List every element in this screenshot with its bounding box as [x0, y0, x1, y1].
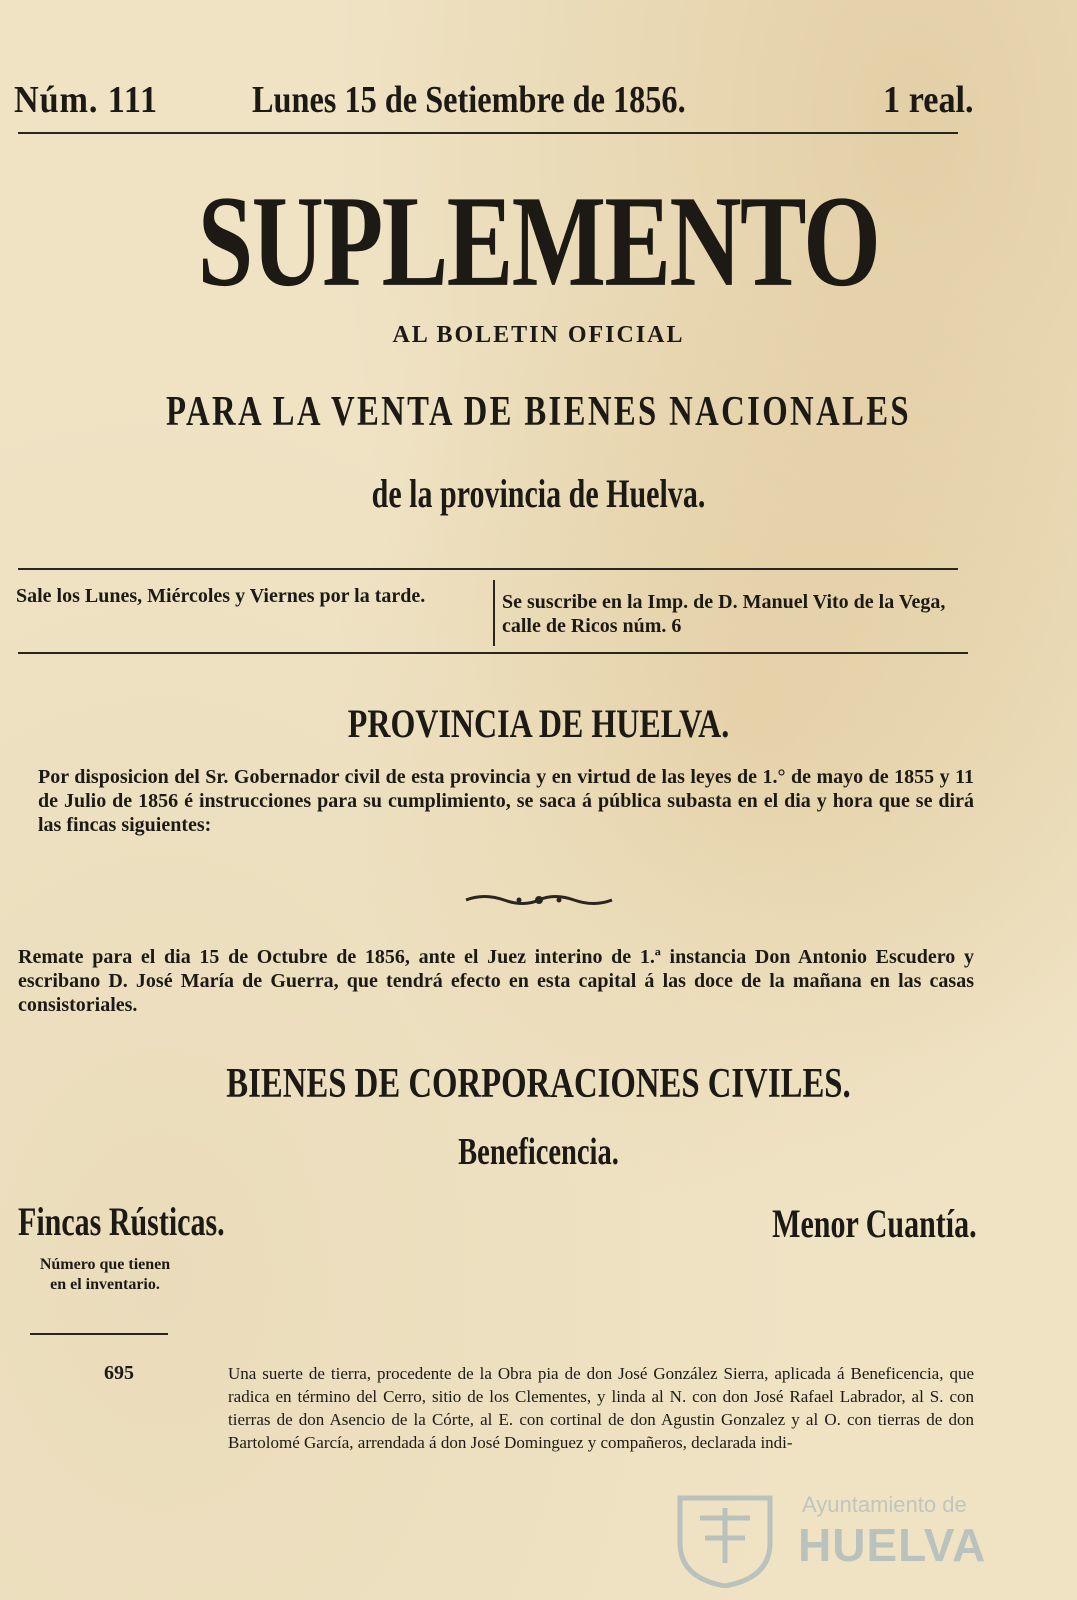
- watermark-line1: Ayuntamiento de: [802, 1492, 967, 1517]
- issue-date: Lunes 15 de Setiembre de 1856.: [252, 79, 686, 121]
- coat-of-arms-icon: [670, 1488, 780, 1588]
- page-title: SUPLEMENTO: [197, 168, 880, 314]
- issue-price: 1 real.: [883, 79, 974, 121]
- masthead-rule: [18, 132, 958, 134]
- beneficencia-heading: Beneficencia.: [458, 1131, 619, 1173]
- ornament-icon: [464, 893, 614, 907]
- info-top-rule: [18, 568, 958, 570]
- watermark: [670, 1488, 1000, 1588]
- column-rule: [30, 1333, 168, 1335]
- subscription-info: Se suscribe en la Imp. de D. Manuel Vito de la Vega, calle de Ricos núm. 6: [502, 591, 946, 637]
- info-bottom-rule: [18, 652, 968, 654]
- entry-number: 695: [104, 1362, 134, 1384]
- subtitle-venta: PARA LA VENTA DE BIENES NACIONALES: [166, 389, 911, 435]
- section-heading: PROVINCIA DE HUELVA.: [347, 701, 730, 746]
- watermark-line2: HUELVA: [798, 1519, 987, 1571]
- masthead: [14, 78, 974, 128]
- bienes-heading: BIENES DE CORPORACIONES CIVILES.: [226, 1061, 851, 1107]
- menor-cuantia-heading: Menor Cuantía.: [772, 1201, 977, 1246]
- publication-schedule: Sale los Lunes, Miércoles y Viernes por la tarde.: [16, 585, 426, 607]
- inventory-number-label: Número que tienen en el inventario.: [39, 1256, 171, 1293]
- subtitle-provincia: de la provincia de Huelva.: [371, 471, 706, 516]
- issue-number: Núm. 111: [14, 79, 159, 121]
- ornament-divider: [0, 888, 1077, 912]
- entry-description: Una suerte de tierra, procedente de la Obra pia de don José González Sierra, aplicada á Beneficencia, que radica en término del Cerro, sitio de los Clementes, y linda al N. con don José Rafael Labrador, al S. con tierras de don Asencio de la Córte, al E. con cortinal de don Agustin Gonzalez y al O. con tierras de don Bartolomé García, arrendada á don José Dominguez y compañeros, declarada indi-: [228, 1364, 974, 1452]
- info-divider: [493, 580, 495, 646]
- fincas-heading: Fincas Rústicas.: [18, 1199, 225, 1244]
- subtitle-boletin: AL BOLETIN OFICIAL: [392, 322, 685, 348]
- auction-paragraph: Remate para el dia 15 de Octubre de 1856, ante el Juez interino de 1.ª instancia Don Antonio Escudero y escribano D. José María de Guerra, que tendrá efecto en esta capital á las doce de la mañana en las casas consistoriales.: [18, 946, 974, 1016]
- intro-paragraph: Por disposicion del Sr. Gobernador civil de esta provincia y en virtud de las leyes de 1.° de mayo de 1855 y 11 de Julio de 1856 é instrucciones para su cumplimiento, se saca á pública subasta en el dia y hora que se dirá las fincas siguientes:: [38, 766, 974, 836]
